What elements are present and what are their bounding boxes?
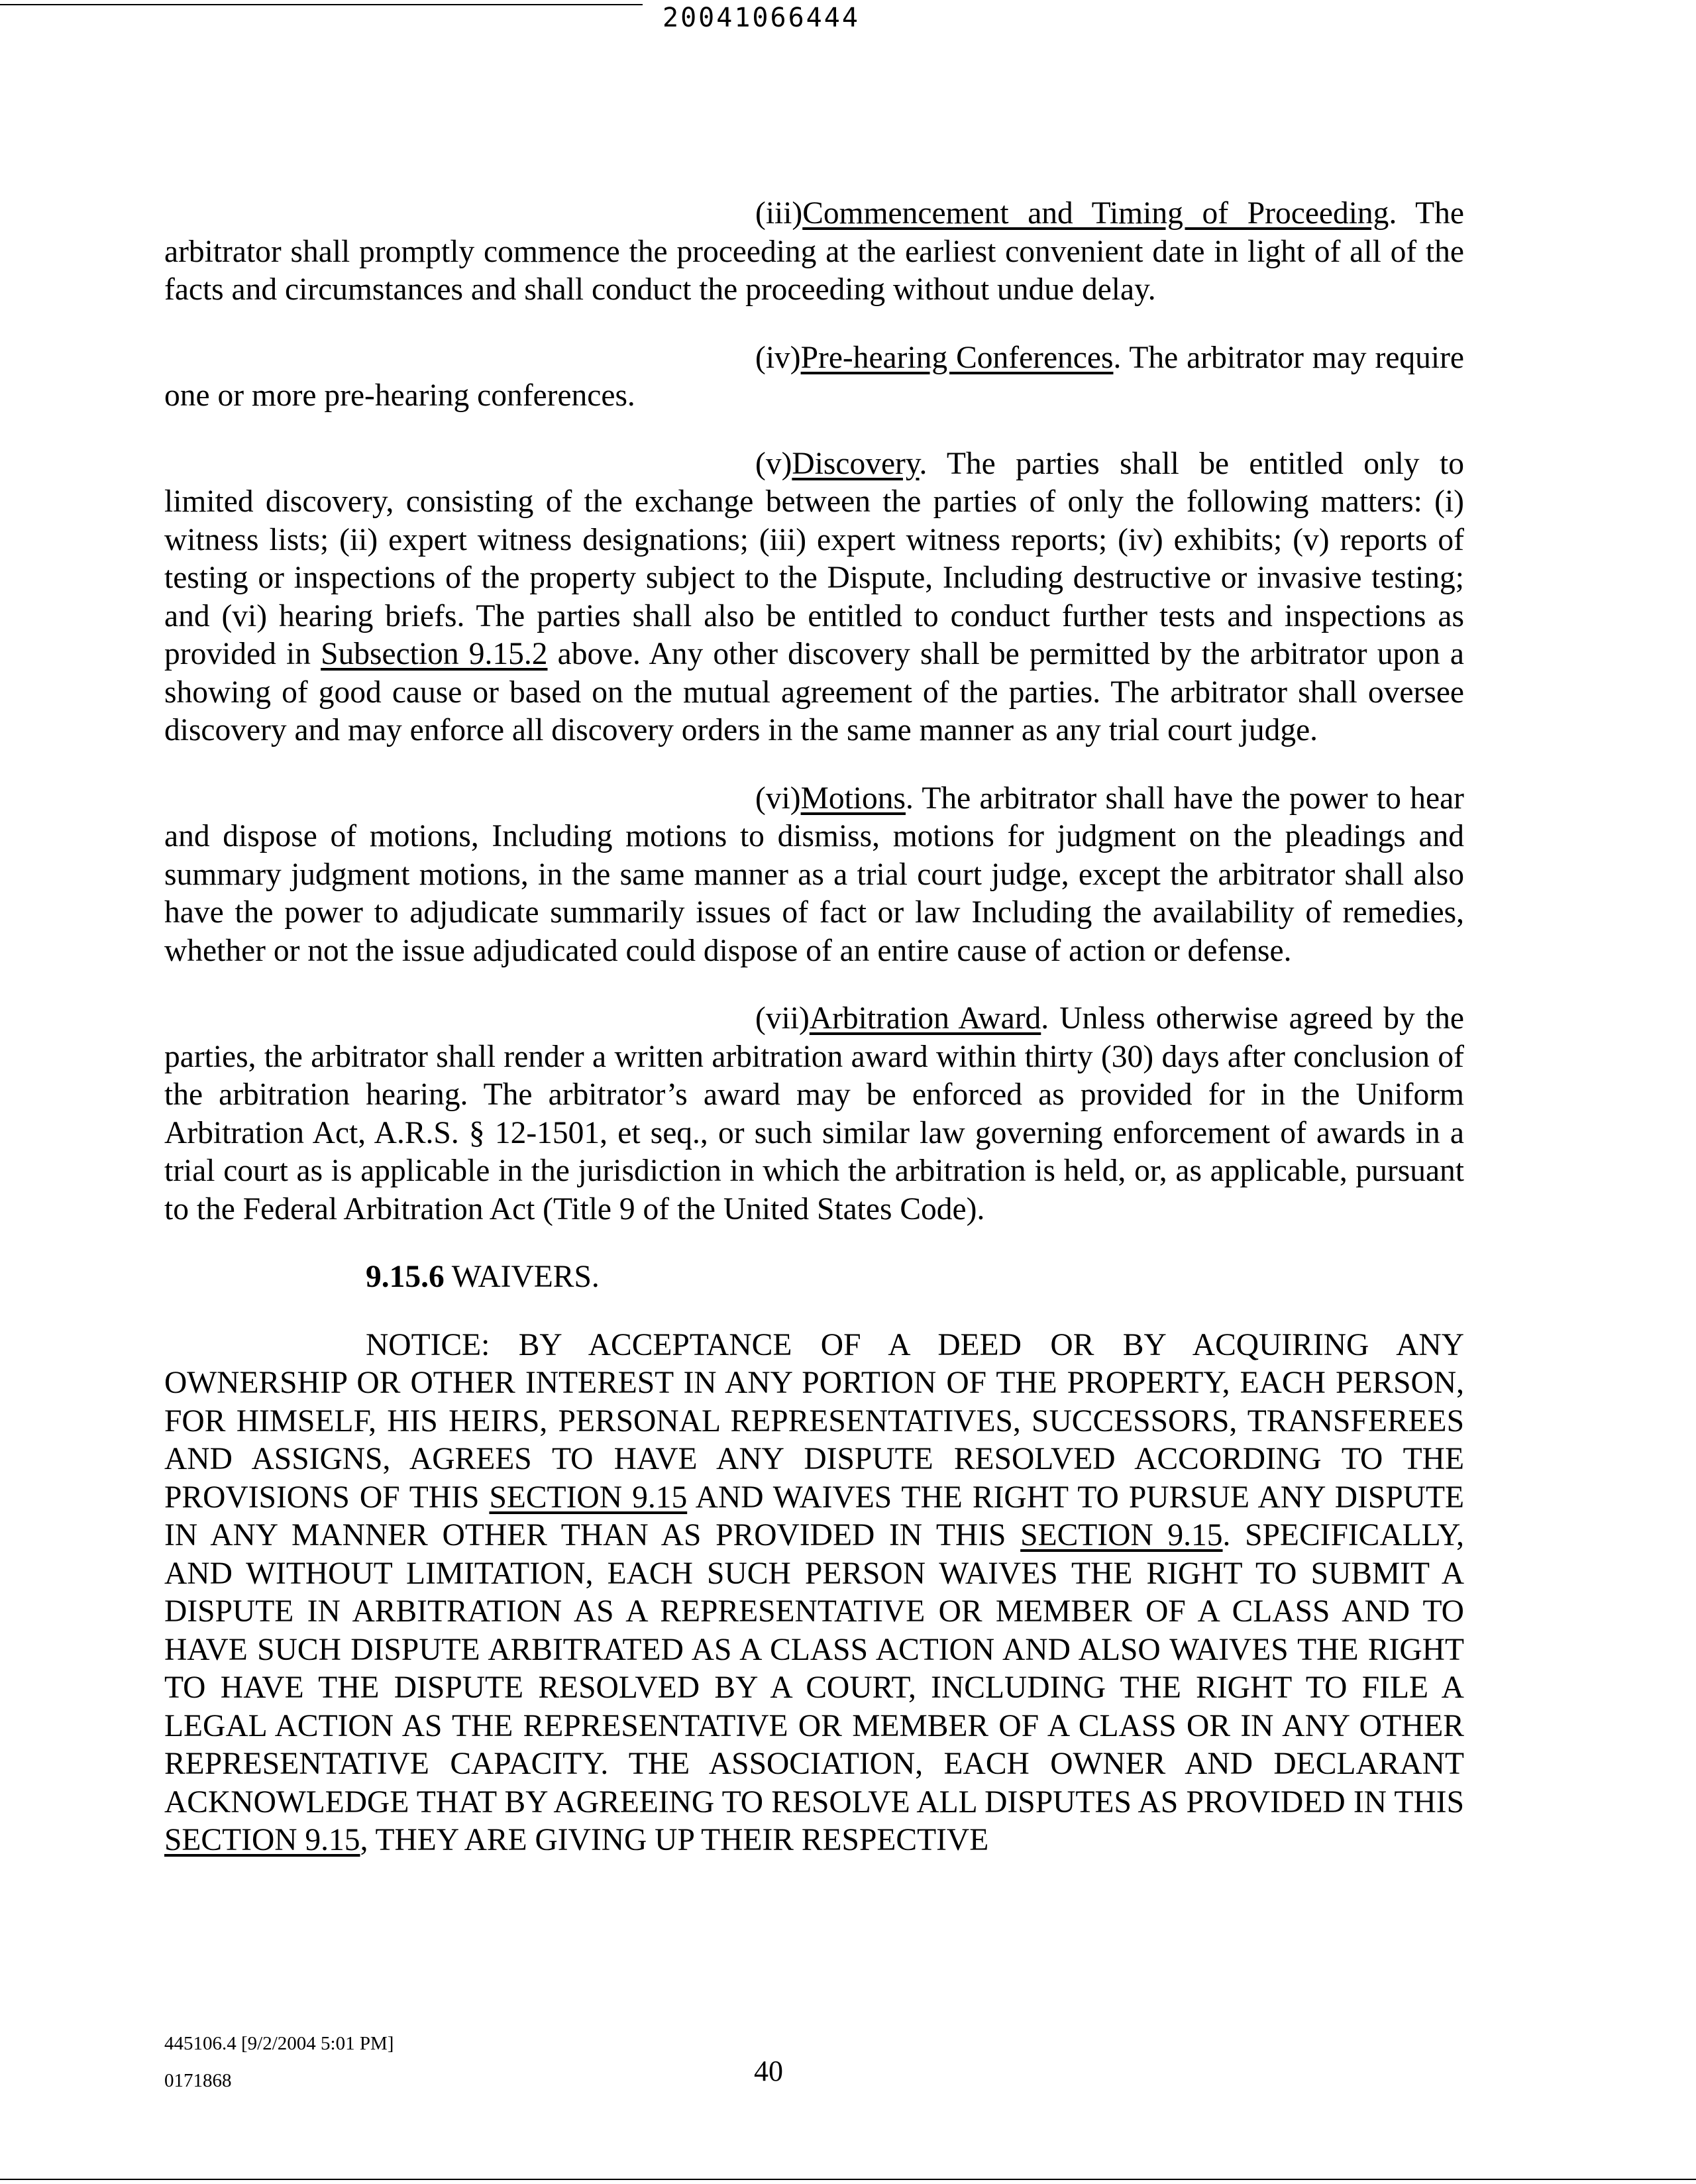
notice-text: . SPECIFICALLY, AND WITHOUT LIMITATION, EACH SUCH PERSON WAIVES THE RIGHT TO SUBMIT A DISPUTE IN ARBITRATION AS A REPRESENTATIVE OR MEMBER OF A CLASS AND TO HAVE SUCH DISPUTE ARBITRATED AS A CLASS ACTION AND ALSO WAIVES THE RIGHT TO HAVE THE DISPUTE RESOLVED BY A COURT, INCLUDING THE RIGHT TO FILE A LEGAL ACTION AS THE REPRESENTATIVE OR MEMBER OF A CLASS OR IN ANY OTHER REPRESENTATIVE CAPACITY. THE ASSOCIATION, EACH OWNER AND DECLARANT ACKNOWLEDGE THAT BY AGREEING TO RESOLVE ALL DISPUTES AS PROVIDED IN THIS [164, 1518, 1464, 1820]
section-reference: SECTION 9.15 [164, 1823, 360, 1857]
page-body [164, 195, 1464, 1860]
item-label: (vi) [755, 781, 801, 816]
item-title: Arbitration Award [809, 1001, 1041, 1036]
footer-document-id [164, 2025, 394, 2099]
item-text: . The arbitrator shall have the power to hear and dispose of motions, Including motions to dismiss, motions for judgment on the pleadings and summary judgment motions, in the same manner as a trial court judge, except the arbitrator shall also have the power to adjudicate summarily issues of fact or law Including the availability of remedies, whether or not the issue adjudicated could dispose of an entire cause of action or defense. [164, 781, 1464, 968]
section-heading-waivers [164, 1258, 1464, 1297]
item-text: above. Any other discovery shall be permitted by the arbitrator upon a showing of good cause or based on the mutual agreement of the parties. The arbitrator shall oversee discovery and may enforce all discovery orders in the same manner as any trial court judge. [164, 637, 1464, 747]
notice-text: AND WAIVES THE RIGHT TO PURSUE ANY DISPUTE IN ANY MANNER OTHER THAN AS PROVIDED IN THIS [164, 1480, 1464, 1553]
paragraph-iii [164, 195, 1464, 309]
notice-text: , THEY ARE GIVING UP THEIR RESPECTIVE [360, 1823, 989, 1857]
item-text: . The arbitrator shall promptly commence the proceeding at the earliest convenient date in light of all of the facts and circumstances and shall conduct the proceeding without undue delay. [164, 196, 1464, 307]
bottom-rule [0, 2179, 1696, 2180]
section-reference: SECTION 9.15 [1020, 1518, 1223, 1553]
paragraph-vii [164, 1000, 1464, 1228]
item-title: Motions [800, 781, 906, 816]
footer-file-number: 0171868 [164, 2070, 232, 2091]
subsection-reference: Subsection 9.15.2 [321, 637, 548, 671]
page-number: 40 [754, 2055, 783, 2087]
item-text: . The arbitrator may require one or more pre-hearing conferences. [164, 340, 1464, 413]
item-text: . The parties shall be entitled only to limited discovery, consisting of the exchange between the parties of only the following matters: (i) witness lists; (ii) expert witness designations; (iii) expert witness reports; (iv) exhibits; (v) reports of testing or inspections of the property subject to the Dispute, Including destructive or invasive testing; and (vi) hearing briefs. The parties shall also be entitled to conduct further tests and inspections as provided in [164, 446, 1464, 671]
paragraph-iv [164, 339, 1464, 415]
item-title: Discovery [792, 446, 920, 481]
waiver-notice [164, 1327, 1464, 1860]
item-text: . Unless otherwise agreed by the parties, the arbitrator shall render a written arbitration award within thirty (30) days after conclusion of the arbitration hearing. The arbitrator’s award may be enforced as provided for in the Uniform Arbitration Act, A.R.S. § 12-1501, et seq., or such similar law governing enforcement of awards in a trial court as is applicable in the jurisdiction in which the arbitration is held, or, as applicable, pursuant to the Federal Arbitration Act (Title 9 of the United States Code). [164, 1001, 1464, 1227]
recording-number: 20041066444 [662, 3, 860, 33]
section-reference: SECTION 9.15 [489, 1480, 688, 1515]
item-label: (iv) [755, 340, 801, 375]
item-label: (v) [755, 446, 792, 481]
item-title: Pre-hearing Conferences [800, 340, 1114, 375]
notice-text: NOTICE: BY ACCEPTANCE OF A DEED OR BY ACQUIRING ANY OWNERSHIP OR OTHER INTEREST IN ANY PORTION OF THE PROPERTY, EACH PERSON, FOR HIMSELF, HIS HEIRS, PERSONAL REPRESENTATIVES, SUCCESSORS, TRANSFEREES AND ASSIGNS, AGREES TO HAVE ANY DISPUTE RESOLVED ACCORDING TO THE PROVISIONS OF THIS [164, 1327, 1464, 1515]
section-title: WAIVERS. [444, 1260, 600, 1294]
section-number: 9.15.6 [366, 1260, 445, 1294]
paragraph-vi [164, 780, 1464, 971]
footer-doc-version: 445106.4 [9/2/2004 5:01 PM] [164, 2033, 394, 2054]
item-label: (vii) [755, 1001, 810, 1036]
item-label: (iii) [755, 196, 803, 231]
top-rule [0, 4, 643, 5]
item-title: Commencement and Timing of Proceeding [802, 196, 1389, 231]
paragraph-v [164, 445, 1464, 750]
